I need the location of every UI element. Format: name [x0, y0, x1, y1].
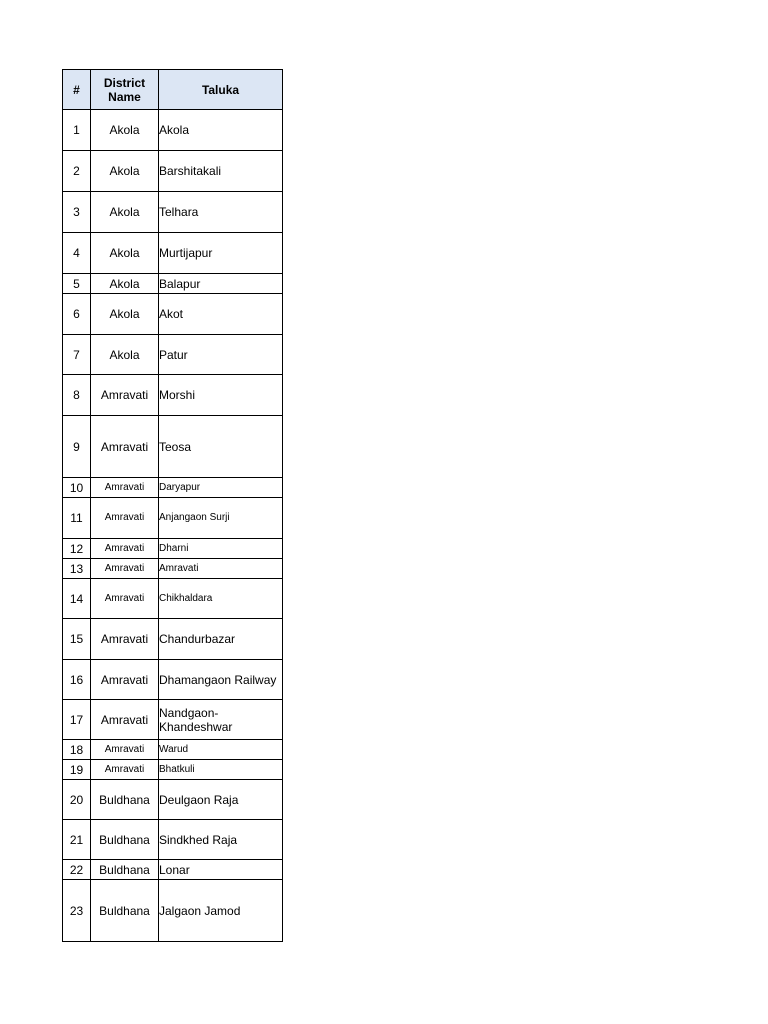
row-num: 1	[63, 110, 91, 151]
row-num: 3	[63, 192, 91, 233]
row-num: 20	[63, 780, 91, 820]
row-num: 9	[63, 416, 91, 478]
row-num: 2	[63, 151, 91, 192]
row-taluka: Nandgaon-Khandeshwar	[159, 700, 283, 740]
row-taluka: Teosa	[159, 416, 283, 478]
row-district: Amravati	[91, 375, 159, 416]
header-taluka: Taluka	[159, 70, 283, 110]
row-district: Akola	[91, 294, 159, 335]
table-row	[63, 416, 283, 478]
row-taluka: Anjangaon Surji	[159, 498, 283, 539]
row-district: Amravati	[91, 539, 159, 559]
row-district: Amravati	[91, 700, 159, 740]
row-num: 11	[63, 498, 91, 539]
row-taluka: Chikhaldara	[159, 579, 283, 619]
row-num: 6	[63, 294, 91, 335]
table-row	[63, 110, 283, 151]
table-row	[63, 375, 283, 416]
table-row	[63, 619, 283, 660]
table-row	[63, 780, 283, 820]
row-num: 15	[63, 619, 91, 660]
row-district: Akola	[91, 274, 159, 294]
row-num: 16	[63, 660, 91, 700]
table-row	[63, 498, 283, 539]
row-num: 10	[63, 478, 91, 498]
row-num: 12	[63, 539, 91, 559]
row-num: 17	[63, 700, 91, 740]
row-district: Buldhana	[91, 860, 159, 880]
header-row	[63, 70, 283, 110]
table-row	[63, 274, 283, 294]
row-taluka: Warud	[159, 740, 283, 760]
row-taluka: Barshitakali	[159, 151, 283, 192]
row-num: 7	[63, 335, 91, 375]
row-taluka: Murtijapur	[159, 233, 283, 274]
row-district: Amravati	[91, 498, 159, 539]
row-taluka: Dharni	[159, 539, 283, 559]
table-row	[63, 700, 283, 740]
row-taluka: Sindkhed Raja	[159, 820, 283, 860]
row-num: 4	[63, 233, 91, 274]
row-district: Amravati	[91, 619, 159, 660]
row-taluka: Amravati	[159, 559, 283, 579]
row-district: Buldhana	[91, 820, 159, 860]
row-district: Akola	[91, 335, 159, 375]
row-num: 21	[63, 820, 91, 860]
table-row	[63, 478, 283, 498]
row-num: 14	[63, 579, 91, 619]
row-district: Akola	[91, 151, 159, 192]
table-row	[63, 559, 283, 579]
table-row	[63, 820, 283, 860]
row-district: Akola	[91, 233, 159, 274]
row-taluka: Deulgaon Raja	[159, 780, 283, 820]
row-taluka: Lonar	[159, 860, 283, 880]
row-district: Buldhana	[91, 780, 159, 820]
row-district: Akola	[91, 192, 159, 233]
row-district: Amravati	[91, 740, 159, 760]
row-taluka: Telhara	[159, 192, 283, 233]
row-taluka: Akola	[159, 110, 283, 151]
row-taluka: Bhatkuli	[159, 760, 283, 780]
header-district-name: District Name	[91, 70, 159, 110]
table-row	[63, 740, 283, 760]
table-row	[63, 880, 283, 942]
table-row	[63, 760, 283, 780]
row-taluka: Dhamangaon Railway	[159, 660, 283, 700]
table-row	[63, 335, 283, 375]
row-taluka: Akot	[159, 294, 283, 335]
table-row	[63, 579, 283, 619]
row-taluka: Jalgaon Jamod	[159, 880, 283, 942]
row-num: 22	[63, 860, 91, 880]
table-row	[63, 233, 283, 274]
row-district: Amravati	[91, 478, 159, 498]
table-row	[63, 192, 283, 233]
row-num: 13	[63, 559, 91, 579]
row-num: 23	[63, 880, 91, 942]
row-taluka: Patur	[159, 335, 283, 375]
row-district: Akola	[91, 110, 159, 151]
table-row	[63, 151, 283, 192]
row-district: Buldhana	[91, 880, 159, 942]
row-district: Amravati	[91, 660, 159, 700]
row-taluka: Daryapur	[159, 478, 283, 498]
table-row	[63, 294, 283, 335]
row-taluka: Morshi	[159, 375, 283, 416]
taluka-table	[62, 69, 283, 942]
row-taluka: Chandurbazar	[159, 619, 283, 660]
header-num: #	[63, 70, 91, 110]
table-row	[63, 660, 283, 700]
row-district: Amravati	[91, 760, 159, 780]
table-row	[63, 539, 283, 559]
table-row	[63, 860, 283, 880]
row-num: 5	[63, 274, 91, 294]
row-district: Amravati	[91, 559, 159, 579]
row-district: Amravati	[91, 579, 159, 619]
row-num: 18	[63, 740, 91, 760]
row-taluka: Balapur	[159, 274, 283, 294]
row-num: 8	[63, 375, 91, 416]
row-district: Amravati	[91, 416, 159, 478]
row-num: 19	[63, 760, 91, 780]
